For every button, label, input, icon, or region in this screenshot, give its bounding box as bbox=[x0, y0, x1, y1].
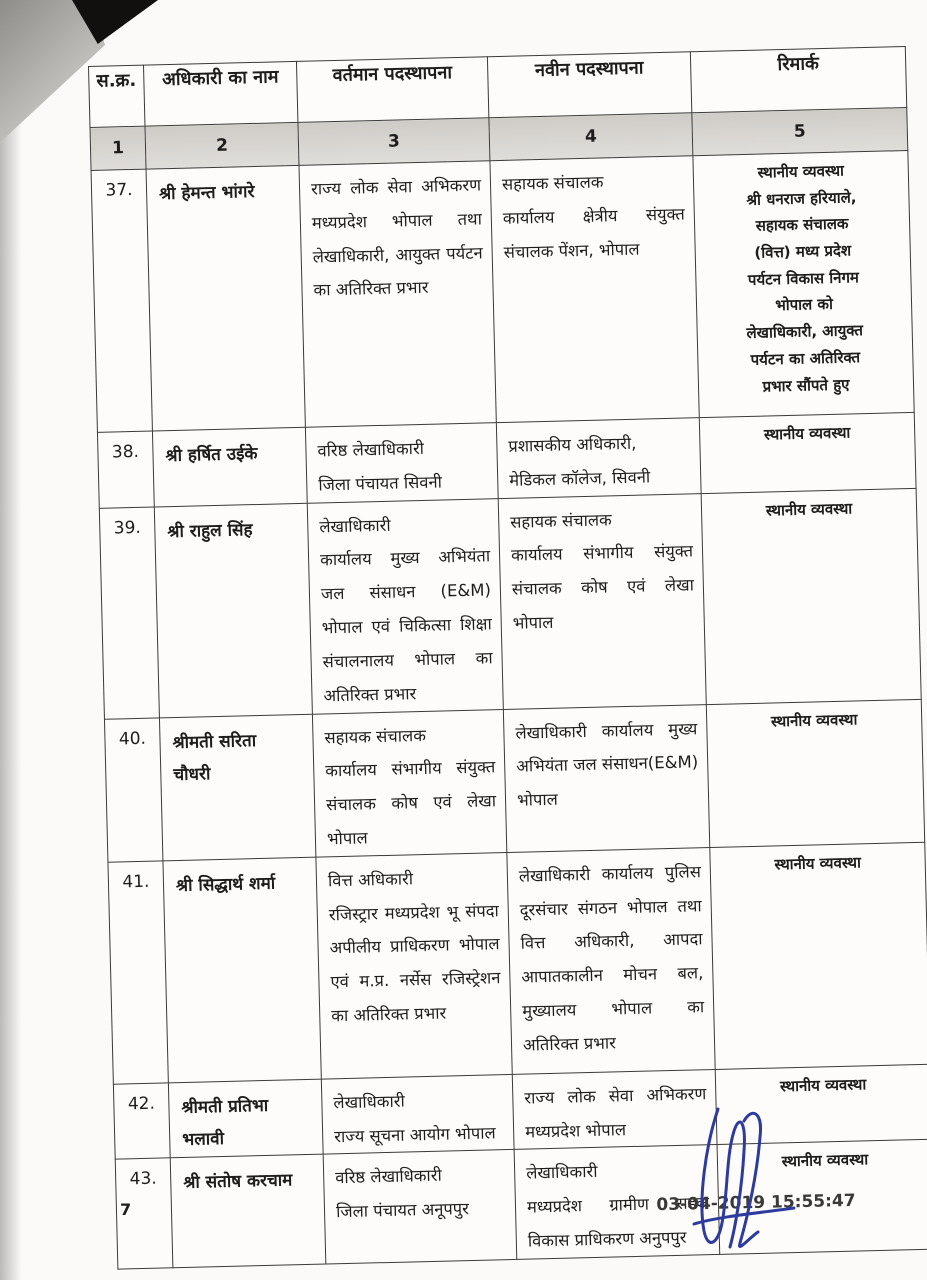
serial-number-cell: 37. bbox=[91, 169, 152, 432]
signature-scribble bbox=[688, 1103, 800, 1255]
officer-name-cell: श्रीमती सरिता चौधरी bbox=[159, 714, 315, 861]
table-row bbox=[99, 488, 921, 719]
column-number: 2 bbox=[145, 122, 299, 169]
remark-cell: स्थानीय व्यवस्था bbox=[699, 412, 916, 493]
remark-cell: स्थानीय व्यवस्था bbox=[706, 699, 924, 847]
remark-cell: स्थानीय व्यवस्था bbox=[715, 1064, 927, 1145]
serial-number-cell: 38. bbox=[97, 431, 154, 508]
officer-name-cell: श्री हर्षित उईके bbox=[152, 427, 307, 506]
column-number: 4 bbox=[489, 113, 693, 161]
header-current-posting: वर्तमान पदस्थापना bbox=[296, 57, 488, 123]
current-posting-cell: वरिष्ठ लेखाधिकारी जिला पंचायत अनूपपुर bbox=[323, 1150, 517, 1264]
new-posting-cell: प्रशासकीय अधिकारी, मेडिकल कॉलेज, सिवनी bbox=[496, 418, 701, 499]
new-posting-cell: राज्य लोक सेवा अभिकरण मध्यप्रदेश भोपाल bbox=[512, 1069, 717, 1150]
scan-left-edge-shadow bbox=[0, 0, 22, 1280]
table-row bbox=[108, 842, 927, 1084]
new-posting-cell: लेखाधिकारी मध्यप्रदेश ग्रामीण सडक विकास प्राधिकरण अनुपपुर bbox=[514, 1145, 720, 1259]
print-timestamp: 03-04-2019 15:55:47 bbox=[656, 1190, 856, 1216]
officer-name-cell: श्रीमती प्रतिभा भलावी bbox=[168, 1079, 323, 1158]
new-posting-cell: लेखाधिकारी कार्यालय पुलिस दूरसंचार संगठन भोपाल तथा वित्त अधिकारी, आपदा आपातकालीन मोचन बल, मुख्यालय भोपाल का अतिरिक्त प्रभार bbox=[507, 847, 715, 1074]
serial-number-cell: 43. bbox=[115, 1158, 173, 1269]
current-posting-cell: वरिष्ठ लेखाधिकारी जिला पंचायत सिवनी bbox=[305, 423, 498, 503]
page-number: 7 bbox=[120, 1200, 132, 1219]
officer-name-cell: श्री सिद्धार्थ शर्मा bbox=[163, 857, 321, 1083]
current-posting-cell: सहायक संचालक कार्यालय संभागीय संयुक्त संचालक कोष एवं लेखा भोपाल bbox=[312, 709, 506, 857]
serial-number-cell: 42. bbox=[113, 1083, 170, 1160]
table-row bbox=[91, 150, 914, 432]
remark-cell: स्थानीय व्यवस्था bbox=[701, 488, 921, 704]
remark-cell: स्थानीय व्यवस्था bbox=[717, 1140, 927, 1255]
document-sheet bbox=[88, 46, 927, 1269]
serial-number-cell: 39. bbox=[99, 507, 159, 719]
column-number: 5 bbox=[692, 108, 908, 156]
remark-cell: स्थानीय व्यवस्था श्री धनराज हरियाले, सहायक संचालक (वित्त) मध्य प्रदेश पर्यटन विकास निगम भोपाल को लेखाधिकारी, आयुक्त पर्यटन का अतिरिक्त प्रभार सौंपते हुए bbox=[693, 150, 914, 417]
current-posting-cell: राज्य लोक सेवा अभिकरण मध्यप्रदेश भोपाल तथा लेखाधिकारी, आयुक्त पर्यटन का अतिरिक्त प्रभार bbox=[299, 161, 496, 428]
table-row bbox=[104, 699, 924, 862]
column-number: 3 bbox=[298, 118, 490, 166]
serial-number-cell: 41. bbox=[108, 861, 168, 1084]
officer-name-cell: श्री संतोष करचाम bbox=[170, 1154, 326, 1267]
header-new-posting: नवीन पदस्थापना bbox=[487, 52, 691, 118]
new-posting-cell: सहायक संचालक कार्यालय क्षेत्रीय संयुक्त संचालक पेंशन, भोपाल bbox=[490, 156, 699, 423]
officer-name-cell: श्री राहुल सिंह bbox=[154, 503, 312, 718]
serial-number-cell: 40. bbox=[104, 717, 162, 862]
header-serial-number: स.क्र. bbox=[89, 65, 145, 127]
header-remark: रिमार्क bbox=[690, 47, 906, 113]
new-posting-cell: लेखाधिकारी कार्यालय मुख्य अभियंता जल संसाधन(E&M) भोपाल bbox=[503, 704, 709, 852]
current-posting-cell: लेखाधिकारी राज्य सूचना आयोग भोपाल bbox=[321, 1074, 514, 1154]
transfer-order-table bbox=[88, 46, 927, 1269]
remark-cell: स्थानीय व्यवस्था bbox=[710, 842, 927, 1069]
column-number: 1 bbox=[90, 126, 146, 170]
current-posting-cell: लेखाधिकारी कार्यालय मुख्य अभियंता जल संसाधन (E&M) भोपाल एवं चिकित्सा शिक्षा संचालनालय भोपाल का अतिरिक्त प्रभार bbox=[307, 498, 503, 713]
officer-name-cell: श्री हेमन्त भांगरे bbox=[146, 165, 305, 431]
new-posting-cell: सहायक संचालक कार्यालय संभागीय संयुक्त संचालक कोष एवं लेखा भोपाल bbox=[498, 493, 706, 709]
header-officer-name: अधिकारी का नाम bbox=[143, 61, 297, 126]
current-posting-cell: वित्त अधिकारी रजिस्ट्रार मध्यप्रदेश भू संपदा अपीलीय प्राधिकरण भोपाल एवं म.प्र. नर्सेस रजिस्ट्रेशन का अतिरिक्त प्रभार bbox=[316, 852, 512, 1079]
